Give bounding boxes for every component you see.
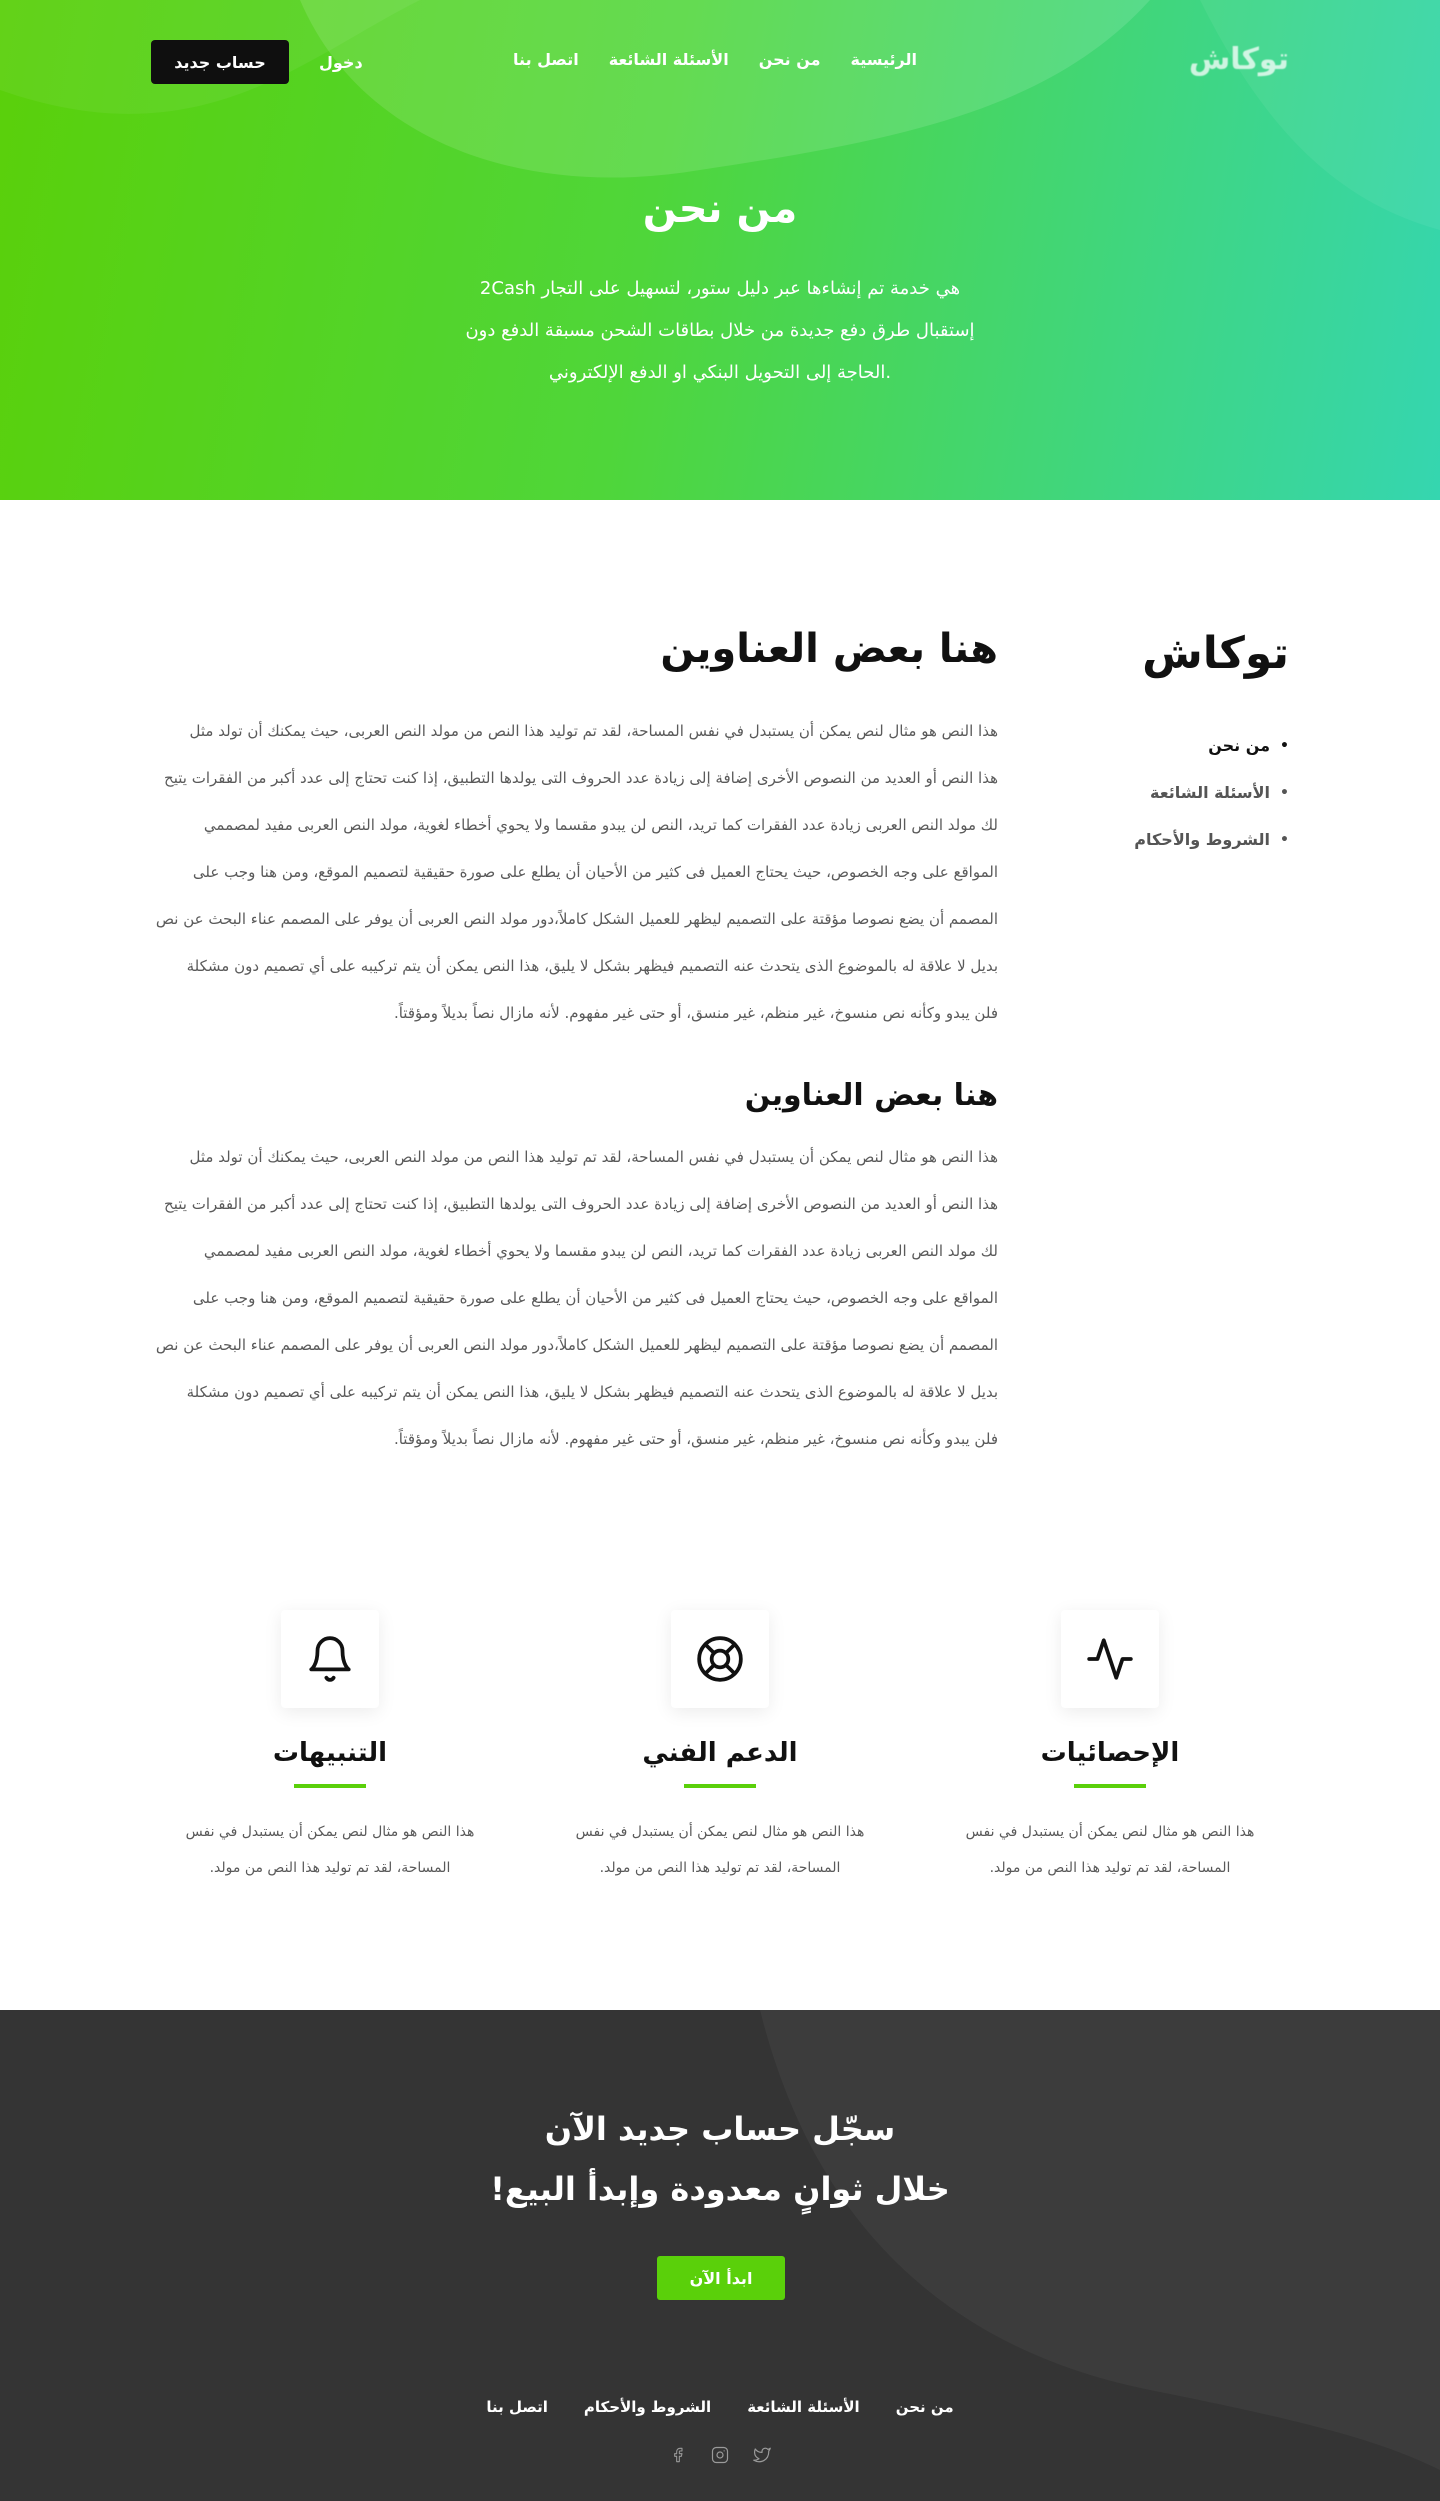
nav-link-home[interactable]: الرئيسية: [850, 50, 917, 69]
lifebuoy-icon: [671, 1610, 769, 1708]
sidebar-item-terms[interactable]: • الشروط والأحكام: [1134, 816, 1289, 863]
top-navigation: [151, 40, 1289, 84]
paragraph-line: لك مولد النص العربى زيادة عدد الفقرات كما تريد، النص لن يبدو مقسما ولا يحوي أخطاء لغوية، مولد النص العربى مفيد لمصممي: [203, 816, 998, 834]
footer-link-contact[interactable]: اتصل بنا: [486, 2398, 548, 2416]
footer: [0, 2010, 1440, 2501]
bell-icon: [281, 1610, 379, 1708]
sidebar-item-about[interactable]: • من نحن: [1134, 722, 1289, 769]
facebook-icon[interactable]: [667, 2444, 689, 2466]
cta-heading-line-1: سجّل حساب جديد الآن: [544, 2110, 896, 2148]
feature-text-line: هذا النص هو مثال لنص يمكن أن يستبدل في نفس: [185, 1824, 475, 1840]
feature-text-line: المساحة، لقد تم توليد هذا النص من مولد.: [989, 1860, 1231, 1876]
paragraph-line: هذا النص أو العديد من النصوص الأخرى إضافة إلى زيادة عدد الحروف التى يولدها التطبيق، إذا كنت تحتاج إلى عدد أكبر من الفقرات يتيح: [164, 769, 998, 787]
nav-link-faq[interactable]: الأسئلة الشائعة: [608, 50, 729, 69]
social-links: [0, 2444, 1440, 2466]
feature-title: الإحصائيات: [1040, 1738, 1180, 1768]
accent-underline: [684, 1784, 756, 1788]
cta-heading-line-2: خلال ثوانٍ معدودة وإبدأ البيع!: [490, 2170, 950, 2208]
brand-logo[interactable]: توكاش: [1188, 42, 1289, 77]
nav-link-about[interactable]: من نحن: [758, 50, 821, 69]
feature-text-line: هذا النص هو مثال لنص يمكن أن يستبدل في نفس: [965, 1824, 1255, 1840]
feature-description: [565, 1814, 875, 1886]
feature-title: التنبيهات: [272, 1738, 388, 1768]
twitter-icon[interactable]: [751, 2444, 773, 2466]
footer-links: [0, 2398, 1440, 2416]
features-section: [0, 1500, 1440, 2010]
signup-button[interactable]: حساب جديد: [151, 40, 289, 84]
feature-text-line: المساحة، لقد تم توليد هذا النص من مولد.: [599, 1860, 841, 1876]
activity-icon: [1061, 1610, 1159, 1708]
nav-links: [513, 50, 917, 69]
content-block-1: [148, 626, 998, 1037]
paragraph-line: المواقع على وجه الخصوص، حيث يحتاج العميل فى كثير من الأحيان أن يطلع على صورة حقيقية لتصميم الموقع، ومن هنا وجب على: [192, 863, 998, 881]
feature-statistics: [945, 1610, 1275, 1886]
paragraph-line: فلن يبدو وكأنه نص منسوخ، غير منظم، غير منسق، أو حتى غير مفهوم. لأنه مازال نصاً بديلاً ومؤقتاً.: [393, 1004, 998, 1022]
feature-support: [555, 1610, 885, 1886]
page-title: من نحن: [642, 186, 798, 232]
hero-description: [420, 268, 1020, 394]
feature-description: [175, 1814, 485, 1886]
hero-text-line: إستقبال طرق دفع جديدة من خلال بطاقات الشحن مسبقة الدفع دون: [465, 320, 975, 341]
feature-notifications: [165, 1610, 495, 1886]
footer-link-terms[interactable]: الشروط والأحكام: [583, 2398, 712, 2416]
paragraph-line: المصمم أن يضع نصوصا مؤقتة على التصميم ليظهر للعميل الشكل كاملاً،دور مولد النص العربى أن يوفر على المصمم عناء البحث عن نص: [155, 1336, 998, 1354]
paragraph-line: هذا النص هو مثال لنص يمكن أن يستبدل في نفس المساحة، لقد تم توليد هذا النص من مولد النص العربى، حيث يمكنك أن تولد مثل: [189, 722, 998, 740]
paragraph-line: فلن يبدو وكأنه نص منسوخ، غير منظم، غير منسق، أو حتى غير مفهوم. لأنه مازال نصاً بديلاً ومؤقتاً.: [393, 1430, 998, 1448]
feature-text-line: هذا النص هو مثال لنص يمكن أن يستبدل في نفس: [575, 1824, 865, 1840]
sidebar-menu: [1134, 722, 1289, 863]
login-link[interactable]: دخول: [319, 52, 363, 72]
paragraph-line: بديل لا علاقة له بالموضوع الذى يتحدث عنه التصميم فيظهر بشكل لا يليق، هذا النص يمكن أن يتم تركيبه على أي تصميم دون مشكلة: [186, 1383, 998, 1401]
section-heading: هنا بعض العناوين: [660, 626, 998, 672]
paragraph-line: هذا النص أو العديد من النصوص الأخرى إضافة إلى زيادة عدد الحروف التى يولدها التطبيق، إذا كنت تحتاج إلى عدد أكبر من الفقرات يتيح: [164, 1195, 998, 1213]
feature-title: الدعم الفني: [642, 1738, 798, 1768]
content-block-2: [148, 1078, 998, 1463]
start-now-button[interactable]: ابدأ الآن: [657, 2256, 785, 2300]
accent-underline: [1074, 1784, 1146, 1788]
about-section: [0, 500, 1440, 1500]
paragraph-line: لك مولد النص العربى زيادة عدد الفقرات كما تريد، النص لن يبدو مقسما ولا يحوي أخطاء لغوية، مولد النص العربى مفيد لمصممي: [203, 1242, 998, 1260]
section-subheading: هنا بعض العناوين: [744, 1078, 998, 1113]
feature-description: [955, 1814, 1265, 1886]
hero-section: [0, 0, 1440, 500]
nav-link-contact[interactable]: اتصل بنا: [513, 50, 579, 69]
paragraph-line: هذا النص هو مثال لنص يمكن أن يستبدل في نفس المساحة، لقد تم توليد هذا النص من مولد النص العربى، حيث يمكنك أن تولد مثل: [189, 1148, 998, 1166]
accent-underline: [294, 1784, 366, 1788]
sidebar-item-faq[interactable]: • الأسئلة الشائعة: [1134, 769, 1289, 816]
sidebar-title: توكاش: [1142, 628, 1289, 679]
instagram-icon[interactable]: [709, 2444, 731, 2466]
feature-text-line: المساحة، لقد تم توليد هذا النص من مولد.: [209, 1860, 451, 1876]
paragraph-line: المواقع على وجه الخصوص، حيث يحتاج العميل فى كثير من الأحيان أن يطلع على صورة حقيقية لتصميم الموقع، ومن هنا وجب على: [192, 1289, 998, 1307]
hero-text-line: هي خدمة تم إنشاءها عبر دليل ستور، لتسهيل على التجار 2Cash: [479, 278, 961, 299]
footer-link-about[interactable]: من نحن: [895, 2398, 954, 2416]
auth-actions: [151, 40, 363, 84]
hero-text-line: .الحاجة إلى التحويل البنكي او الدفع الإلكتروني: [548, 362, 892, 383]
paragraph-line: المصمم أن يضع نصوصا مؤقتة على التصميم ليظهر للعميل الشكل كاملاً،دور مولد النص العربى أن يوفر على المصمم عناء البحث عن نص: [155, 910, 998, 928]
footer-link-faq[interactable]: الأسئلة الشائعة: [747, 2398, 860, 2416]
paragraph-line: بديل لا علاقة له بالموضوع الذى يتحدث عنه التصميم فيظهر بشكل لا يليق، هذا النص يمكن أن يتم تركيبه على أي تصميم دون مشكلة: [186, 957, 998, 975]
